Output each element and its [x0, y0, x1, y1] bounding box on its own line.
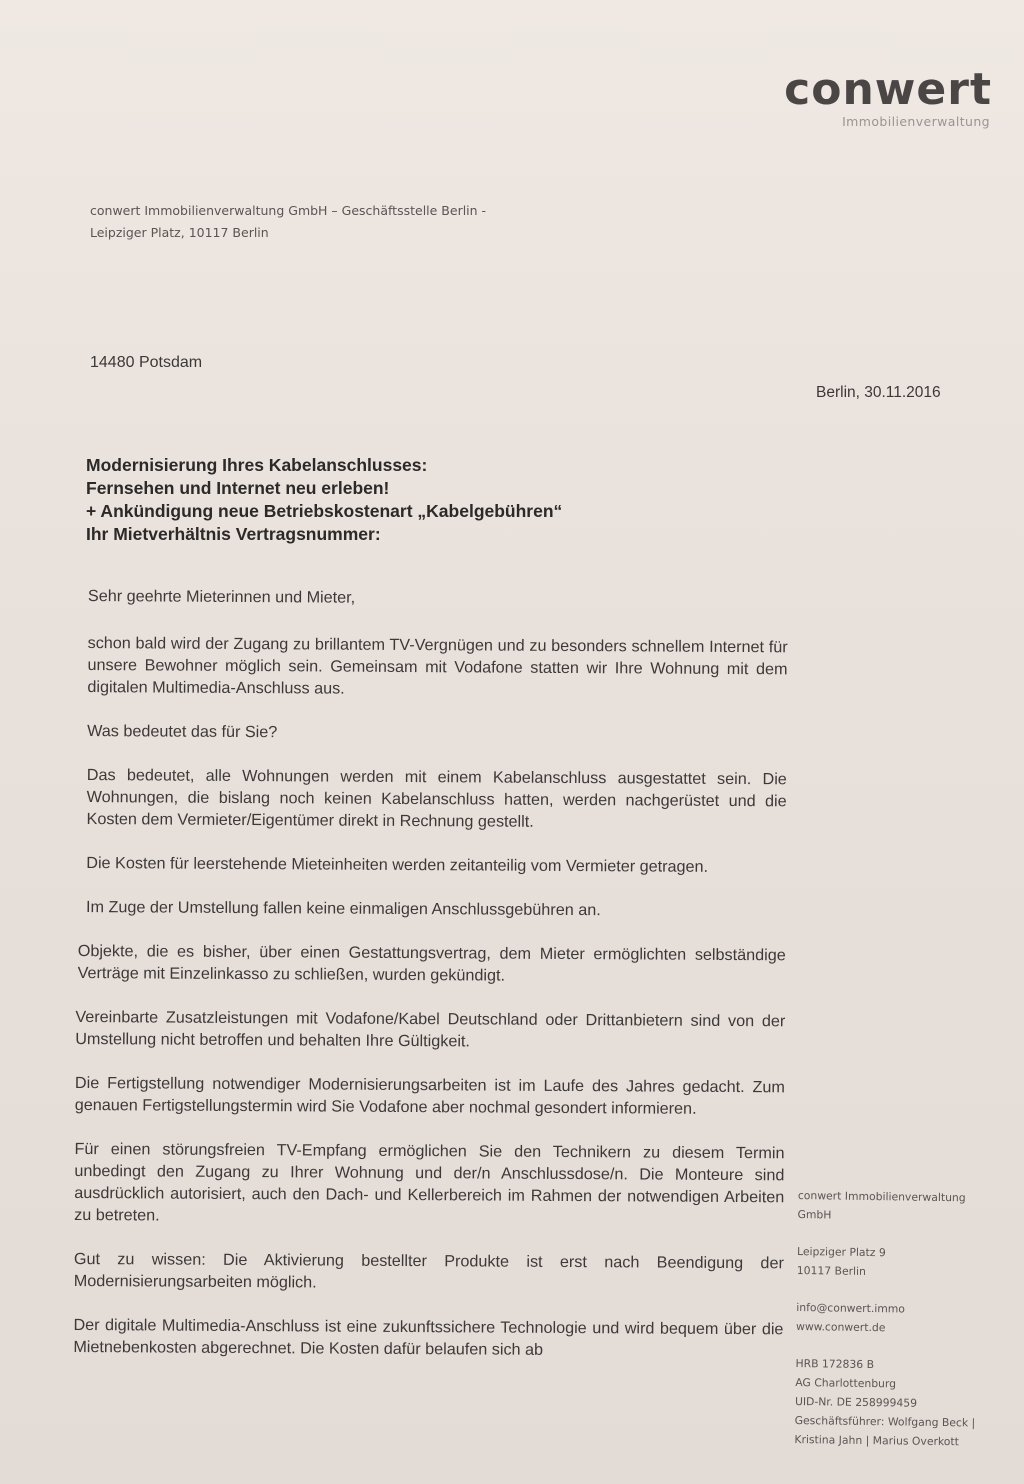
sidebar-company	[797, 1186, 1008, 1227]
body-paragraph: Das bedeutet, alle Wohnungen werden mit einem Kabelanschluss ausgestattet sein. Die Wohnungen, die bislang noch keinen Kabelanschluss hatten, werden nachgerüstet und die Kosten dem Vermieter/Eigentümer direkt in Rechnung gestellt.	[86, 766, 787, 831]
letter-date: Berlin, 30.11.2016	[816, 384, 941, 401]
sidebar-company-line-1: conwert Immobilienverwaltung	[797, 1188, 966, 1205]
body-paragraph: Die Kosten für leerstehende Mieteinheiten werden zeitanteilig vom Vermieter getragen.	[86, 854, 709, 876]
recipient-address	[90, 354, 202, 372]
sidebar-ceo-line-1: Geschäftsführer: Wolfgang Beck |	[794, 1413, 976, 1430]
body-paragraph: Objekte, die es bisher, über einen Gestattungsvertrag, dem Mieter ermöglichten selbständige Verträge mit Einzelinkasso zu schließen, wurden gekündigt.	[77, 942, 786, 985]
body-paragraph: Was bedeutet das für Sie?	[87, 722, 278, 742]
body-paragraph: Der digitale Multimedia-Anschluss ist eine zukunftssichere Technologie und wird bequem über die Mietnebenkosten abgerechnet. Die Kosten dafür belaufen sich ab	[73, 1315, 784, 1359]
sidebar-address-line-1: Leipziger Platz 9	[796, 1244, 886, 1260]
sidebar-vat: UID-Nr. DE 258999459	[794, 1394, 918, 1410]
sidebar-web: www.conwert.de	[795, 1319, 886, 1335]
sidebar-address-line-2: 10117 Berlin	[796, 1263, 867, 1278]
logo-subtitle: Immobilienverwaltung	[842, 114, 990, 129]
body-paragraph: Im Zuge der Umstellung fallen keine einmaligen Anschlussgebühren an.	[85, 898, 601, 920]
sender-address	[90, 200, 486, 244]
letter-body	[73, 585, 788, 1384]
sender-line-2: Leipziger Platz, 10117 Berlin	[90, 225, 269, 240]
sidebar-contact	[796, 1298, 1007, 1339]
body-paragraph: Vereinbarte Zusatzleistungen mit Vodafone/Kabel Deutschland oder Drittanbietern sind von der Umstellung nicht betroffen und behalten Ihre Gültigkeit.	[75, 1007, 786, 1051]
body-paragraph: Für einen störungsfreien TV-Empfang ermöglichen Sie den Technikern zu diesem Termin unbedingt den Zugang zu Ihrer Wohnung und der/n Anschlussdose/n. Die Monteure sind ausdrücklich autorisiert, auch den Dach- und Kellerbereich im Rahmen der notwendigen Arbeiten zu betreten.	[74, 1139, 785, 1225]
body-paragraph: Gut zu wissen: Die Aktivierung bestellter Produkte ist erst nach Beendigung der Modernisierungsarbeiten möglich.	[73, 1249, 784, 1292]
recipient-city-line: 14480 Potsdam	[90, 354, 203, 371]
body-paragraph: schon bald wird der Zugang zu brillantem TV-Vergnügen und zu besonders schnellem Internet für unsere Bewohner möglich sein. Gemeinsam mit Vodafone statten wir Ihre Wohnung mit dem digitalen Multimedia-Anschluss aus.	[87, 634, 788, 698]
sender-line-1: conwert Immobilienverwaltung GmbH – Geschäftsstelle Berlin -	[90, 203, 487, 218]
body-paragraph: Die Fertigstellung notwendiger Modernisierungsarbeiten ist im Laufe des Jahres gedacht. Zum genauen Fertigstellungstermin wird Sie Vodafone aber nochmal gesondert informieren.	[74, 1073, 785, 1118]
subject-line-4: Ihr Mietverhältnis Vertragsnummer:	[86, 524, 381, 544]
sidebar-ceo-line-2: Kristina Jahn | Marius Overkott	[794, 1432, 959, 1449]
sidebar-hrb: HRB 172836 B	[795, 1356, 875, 1372]
sidebar-address	[797, 1242, 1008, 1283]
company-logo	[784, 64, 992, 129]
sidebar-company-line-2: GmbH	[797, 1207, 832, 1222]
letter-subject	[86, 454, 562, 546]
sidebar-court: AG Charlottenburg	[795, 1375, 897, 1391]
subject-line-2: Fernsehen und Internet neu erleben!	[86, 478, 390, 498]
subject-line-3: + Ankündigung neue Betriebskostenart „Kabelgebühren“	[86, 501, 563, 521]
sidebar-legal	[794, 1354, 1005, 1452]
company-info-sidebar	[794, 1186, 1008, 1470]
logo-wordmark: conwert	[784, 64, 992, 115]
subject-line-1: Modernisierung Ihres Kabelanschlusses:	[86, 455, 428, 475]
salutation: Sehr geehrte Mieterinnen und Mieter,	[87, 587, 356, 607]
sidebar-email: info@conwert.immo	[796, 1300, 906, 1316]
